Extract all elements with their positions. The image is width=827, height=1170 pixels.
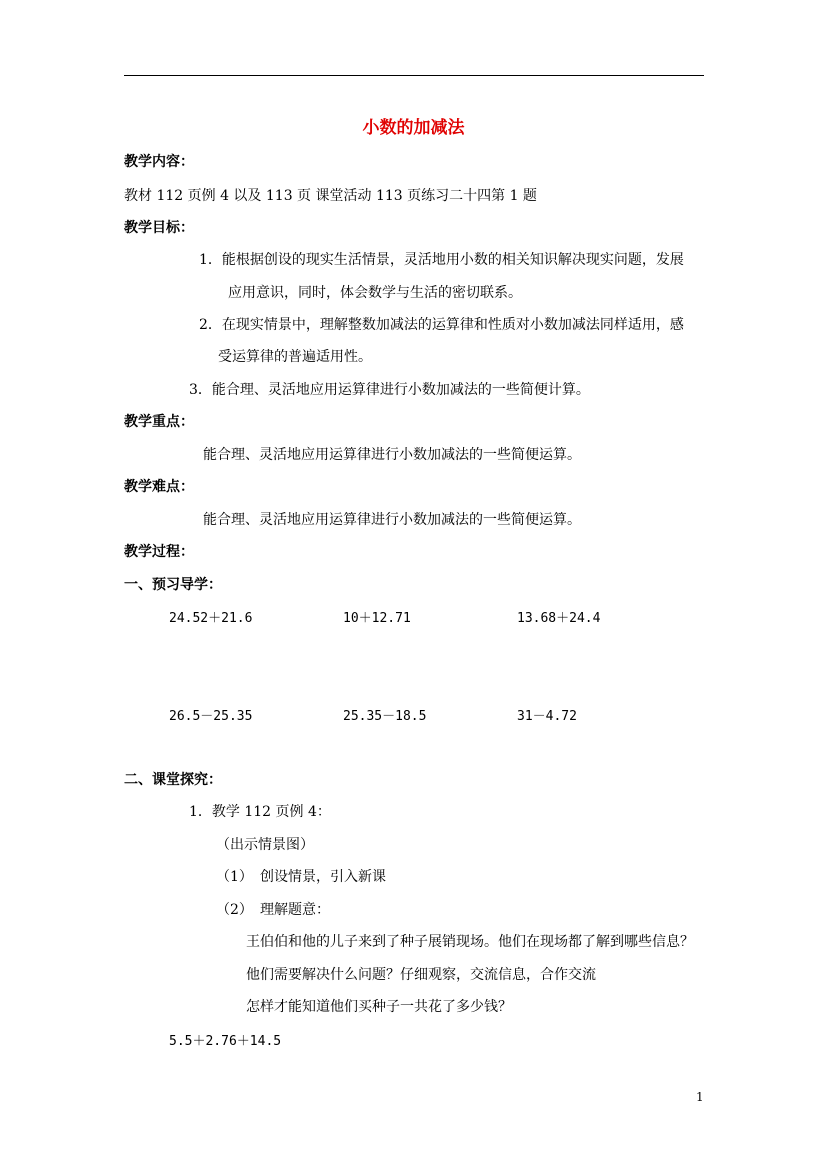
page-number: 1	[696, 1090, 704, 1104]
teaching-process-heading: 教学过程：	[124, 544, 194, 560]
goal-1-line-1: 1．能根据创设的现实生活情景，灵活地用小数的相关知识解决现实问题，发展	[199, 252, 684, 268]
step-2-number: （2）	[216, 902, 253, 918]
exercise-item: 24.52＋21.6	[169, 611, 253, 626]
step-1-number: （1）	[216, 869, 253, 885]
exercise-item: 13.68＋24.4	[517, 611, 601, 626]
difficulty-text: 能合理、灵活地应用运算律进行小数加减法的一些简便运算。	[203, 512, 581, 528]
teaching-content-heading: 教学内容：	[124, 154, 194, 170]
show-image-note: （出示情景图）	[216, 837, 314, 853]
paragraph-3: 怎样才能知道他们买种子一共花了多少钱？	[246, 999, 512, 1015]
goal-2-line-2: 受运算律的普遍适用性。	[218, 349, 372, 365]
teaching-content-text: 教材 112 页例 4 以及 113 页 课堂活动 113 页练习二十四第 1 题	[124, 188, 537, 204]
classroom-explore-heading: 二、课堂探究：	[124, 772, 222, 788]
difficulty-heading: 教学难点：	[124, 479, 194, 495]
goal-2-line-1: 2．在现实情景中，理解整数加减法的运算律和性质对小数加减法同样适用，感	[199, 317, 684, 333]
paragraph-1: 王伯伯和他的儿子来到了种子展销现场。他们在现场都了解到哪些信息？	[246, 934, 694, 950]
step-2-text: 理解题意：	[260, 902, 330, 918]
header-rule	[124, 75, 704, 76]
preview-heading: 一、预习导学：	[124, 577, 222, 593]
exercise-item: 10＋12.71	[343, 611, 411, 626]
exercise-item: 25.35－18.5	[343, 709, 427, 724]
document-title: 小数的加减法	[362, 118, 465, 138]
key-point-text: 能合理、灵活地应用运算律进行小数加减法的一些简便运算。	[203, 447, 581, 463]
exercise-item: 31－4.72	[517, 709, 577, 724]
step-1-text: 创设情景，引入新课	[260, 869, 386, 885]
key-point-heading: 教学重点：	[124, 414, 194, 430]
paragraph-2: 他们需要解决什么问题？仔细观察，交流信息，合作交流	[246, 967, 596, 983]
goal-1-line-2: 应用意识，同时，体会数学与生活的密切联系。	[228, 285, 522, 301]
expression: 5.5＋2.76＋14.5	[169, 1034, 282, 1049]
explore-item-1: 1．教学 112 页例 4：	[189, 804, 331, 820]
goal-3: 3．能合理、灵活地应用运算律进行小数加减法的一些简便计算。	[189, 382, 590, 398]
exercise-item: 26.5－25.35	[169, 709, 253, 724]
teaching-goals-heading: 教学目标：	[124, 220, 194, 236]
